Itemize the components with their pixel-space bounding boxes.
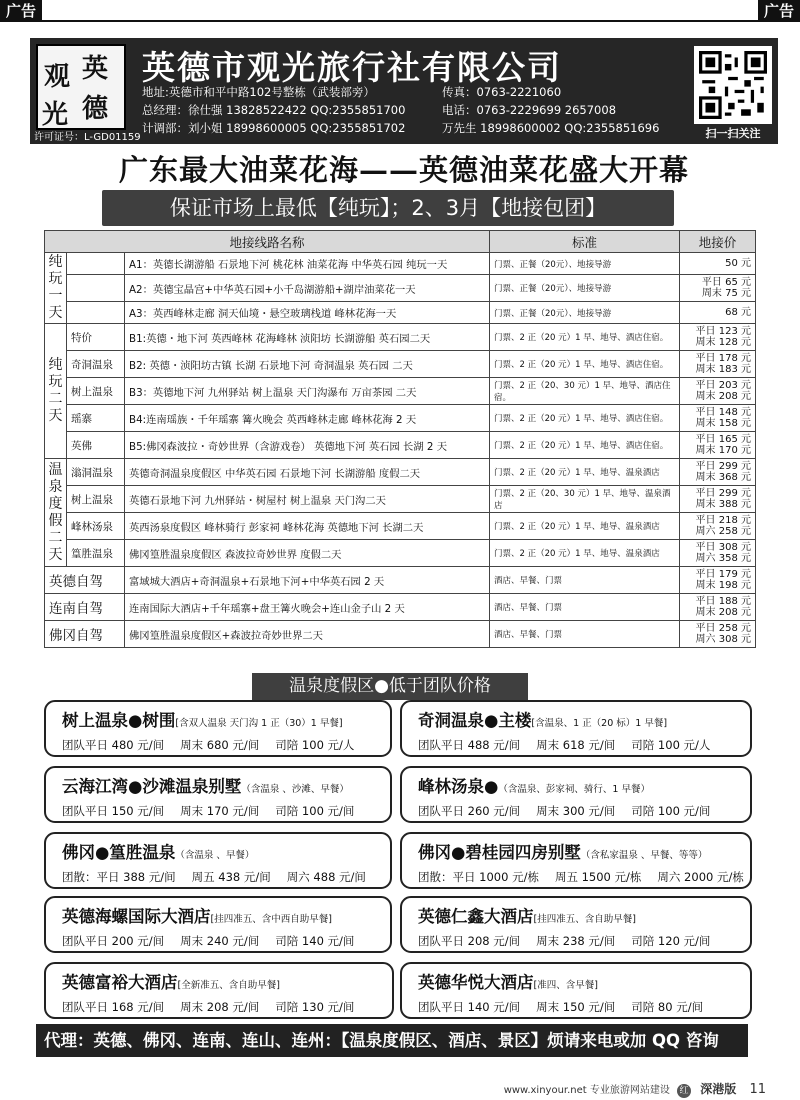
card-price: 周末 170 元/间 bbox=[180, 804, 260, 818]
card-name: 佛冈●碧桂园四房别墅 bbox=[418, 843, 581, 862]
card-price: 司陪 140 元/间 bbox=[275, 934, 355, 948]
card-price: 团队平日 480 元/间 bbox=[62, 738, 165, 752]
row-standard: 酒店、早餐、门票 bbox=[490, 621, 680, 648]
company-address: 地址:英德市和平中路102号整栋（武装部旁） bbox=[142, 85, 375, 99]
row-route: B5:佛冈森波拉・奇妙世界（含游戏卷） 英德地下河 英石园 长湖 2 天 bbox=[125, 432, 490, 459]
row-route: 英西汤泉度假区 峰林骑行 彭家祠 峰林花海 英德地下河 长湖二天 bbox=[125, 513, 490, 540]
card-prices bbox=[418, 737, 738, 753]
group-label: 纯 玩 二 天 bbox=[45, 324, 67, 459]
table-row bbox=[45, 405, 756, 432]
card-price: 周末 150 元/间 bbox=[536, 1000, 616, 1014]
card-name: 英德华悦大酒店 bbox=[418, 973, 534, 992]
row-category: 英德自驾 bbox=[45, 567, 125, 594]
card-note: [含温泉、1 正（20 标）1 早餐] bbox=[531, 718, 668, 729]
table-row bbox=[45, 275, 756, 302]
group-label: 温 泉 度 假 二 天 bbox=[45, 459, 67, 567]
card-prices bbox=[418, 933, 738, 949]
row-route: 佛冈篁胜温泉度假区 森波拉奇妙世界 度假二天 bbox=[125, 540, 490, 567]
row-price: 平日 218 元 周六 258 元 bbox=[680, 513, 756, 540]
header-route: 地接线路名称 bbox=[45, 231, 490, 253]
card-name: 英德仁鑫大酒店 bbox=[418, 907, 534, 926]
row-price: 平日 165 元 周末 170 元 bbox=[680, 432, 756, 459]
row-price: 平日 308 元 周六 358 元 bbox=[680, 540, 756, 567]
card-price: 团队平日 208 元/间 bbox=[418, 934, 521, 948]
row-standard: 门票、2 正（20 元）1 早、地导、酒店住宿。 bbox=[490, 405, 680, 432]
page-footer bbox=[504, 1080, 766, 1098]
row-price: 50 元 bbox=[680, 253, 756, 275]
card-price: 周六 488 元/间 bbox=[286, 870, 366, 884]
card-prices bbox=[62, 737, 378, 753]
company-contact-2: 万先生 18998600002 QQ:2355851696 bbox=[442, 121, 660, 135]
row-price: 平日 123 元 周末 128 元 bbox=[680, 324, 756, 351]
card-prices bbox=[418, 803, 738, 819]
card-price: 团队平日 140 元/间 bbox=[418, 1000, 521, 1014]
page-number: 11 bbox=[749, 1082, 766, 1097]
row-route: 英德石景地下河 九州驿站・树屋村 树上温泉 天门沟二天 bbox=[125, 486, 490, 513]
card-prices bbox=[62, 933, 378, 949]
table-header-row bbox=[45, 231, 756, 253]
qr-code-icon bbox=[699, 51, 767, 119]
site-url[interactable]: www.xinyour.net 专业旅游网站建设 bbox=[503, 1085, 670, 1096]
company-manager: 总经理：徐仕强 13828522422 QQ:2355851700 bbox=[142, 103, 406, 117]
card-name: 英德富裕大酒店 bbox=[62, 973, 178, 992]
card-price: 周末 240 元/间 bbox=[180, 934, 260, 948]
card-note: （含温泉 、早餐） bbox=[175, 850, 255, 861]
row-standard: 门票、2 正（20 元）1 早、地导、酒店住宿。 bbox=[490, 432, 680, 459]
row-standard: 门票、2 正（20 元）1 早、地导、温泉酒店 bbox=[490, 459, 680, 486]
card-note: （含温泉 、沙滩、早餐） bbox=[241, 784, 349, 795]
table-row bbox=[45, 253, 756, 275]
card-note: [挂四准五、含自助早餐] bbox=[533, 914, 636, 925]
row-price: 平日 188 元 周末 208 元 bbox=[680, 594, 756, 621]
hotel-card bbox=[44, 896, 392, 953]
row-category: 峰林汤泉 bbox=[67, 513, 125, 540]
hotel-card bbox=[400, 700, 752, 757]
footer-text: 代理：英德、佛冈、连南、连山、连州：【温泉度假区、酒店、景区】烦请来电或加 QQ 咨询 bbox=[44, 1031, 719, 1050]
ad-label-left: 广告 bbox=[0, 0, 42, 22]
row-category: 英佛 bbox=[67, 432, 125, 459]
card-name: 奇洞温泉●主楼 bbox=[418, 711, 532, 730]
card-name: 佛冈●篁胜温泉 bbox=[62, 843, 176, 862]
table-row bbox=[45, 351, 756, 378]
card-price: 周末 618 元/间 bbox=[536, 738, 616, 752]
logo-char-3: 光 bbox=[42, 100, 69, 130]
card-name: 云海江湾●沙滩温泉别墅 bbox=[62, 777, 242, 796]
card-prices bbox=[62, 803, 378, 819]
row-standard: 门票、正餐（20元）、地接导游 bbox=[490, 275, 680, 302]
company-name: 英德市观光旅行社有限公司 bbox=[142, 48, 562, 87]
row-standard: 门票、正餐（20元）、地接导游 bbox=[490, 253, 680, 275]
row-price: 平日 178 元 周末 183 元 bbox=[680, 351, 756, 378]
row-route: B3：英德地下河 九州驿站 树上温泉 天门沟瀑布 万亩茶园 二天 bbox=[125, 378, 490, 405]
header-price: 地接价 bbox=[680, 231, 756, 253]
table-row bbox=[45, 378, 756, 405]
hotel-card bbox=[400, 832, 752, 889]
card-title bbox=[62, 839, 378, 863]
card-price: 团散：平日 1000 元/栋 bbox=[418, 870, 539, 884]
ad-label-right: 广告 bbox=[758, 0, 800, 22]
card-price: 司陪 80 元/间 bbox=[631, 1000, 704, 1014]
license-number: 许可证号：L-GD01159 bbox=[34, 132, 141, 143]
row-route: B2: 英德・浈阳坊古镇 长湖 石景地下河 奇洞温泉 英石园 二天 bbox=[125, 351, 490, 378]
row-price: 平日 148 元 周末 158 元 bbox=[680, 405, 756, 432]
row-category: 瑶寨 bbox=[67, 405, 125, 432]
hotel-card bbox=[44, 832, 392, 889]
table-row bbox=[45, 302, 756, 324]
card-price: 团队平日 488 元/间 bbox=[418, 738, 521, 752]
header-standard: 标准 bbox=[490, 231, 680, 253]
card-price: 团队平日 168 元/间 bbox=[62, 1000, 165, 1014]
row-route: B1:英德・地下河 英西峰林 花海峰林 浈阳坊 长湖游船 英石园二天 bbox=[125, 324, 490, 351]
card-price: 司陪 130 元/间 bbox=[275, 1000, 355, 1014]
row-route: 连南国际大酒店+千年瑶寨+盘王篝火晚会+连山金子山 2 天 bbox=[125, 594, 490, 621]
card-price: 周末 208 元/间 bbox=[180, 1000, 260, 1014]
hotel-card bbox=[44, 766, 392, 823]
row-standard: 酒店、早餐、门票 bbox=[490, 594, 680, 621]
headline: 广东最大油菜花海——英德油菜花盛大开幕 bbox=[118, 153, 689, 187]
row-standard: 门票、2 正（20 元）1 早、地导、温泉酒店 bbox=[490, 540, 680, 567]
card-note: [挂四准五、含中西自助早餐] bbox=[210, 914, 332, 925]
card-price: 司陪 100 元/人 bbox=[275, 738, 355, 752]
card-note: [含双人温泉 天门沟 1 正（30）1 早餐] bbox=[175, 718, 343, 729]
row-category: 树上温泉 bbox=[67, 378, 125, 405]
card-title bbox=[418, 969, 738, 993]
card-price: 周末 300 元/间 bbox=[536, 804, 616, 818]
card-name: 英德海螺国际大酒店 bbox=[62, 907, 211, 926]
card-name: 峰林汤泉● bbox=[418, 777, 499, 796]
company-fax: 传真：0763-2221060 bbox=[442, 85, 562, 99]
qr-code[interactable] bbox=[694, 46, 772, 124]
row-standard: 门票、2 正（20、30 元）1 早、地导、温泉酒店 bbox=[490, 486, 680, 513]
row-category bbox=[67, 302, 125, 324]
row-price: 平日 65 元 周末 75 元 bbox=[680, 275, 756, 302]
card-price: 团队平日 150 元/间 bbox=[62, 804, 165, 818]
card-title bbox=[62, 707, 378, 731]
card-note: [准四、含早餐] bbox=[533, 980, 598, 991]
table-row bbox=[45, 513, 756, 540]
row-route: 英德奇洞温泉度假区 中华英石园 石景地下河 长湖游船 度假二天 bbox=[125, 459, 490, 486]
card-price: 周五 438 元/间 bbox=[191, 870, 271, 884]
table-row bbox=[45, 567, 756, 594]
card-name: 树上温泉●树围 bbox=[62, 711, 176, 730]
company-phone: 电话：0763-2229699 2657008 bbox=[442, 103, 617, 117]
row-category: 特价 bbox=[67, 324, 125, 351]
row-category: 树上温泉 bbox=[67, 486, 125, 513]
card-price: 周末 680 元/间 bbox=[180, 738, 260, 752]
card-price: 司陪 120 元/间 bbox=[631, 934, 711, 948]
card-price: 团队平日 200 元/间 bbox=[62, 934, 165, 948]
card-title bbox=[62, 903, 378, 927]
logo-char-2: 英 bbox=[82, 54, 109, 84]
card-note: [全新准五、含自助早餐] bbox=[177, 980, 280, 991]
card-price: 团队平日 260 元/间 bbox=[418, 804, 521, 818]
row-price: 平日 299 元 周末 368 元 bbox=[680, 459, 756, 486]
table-row bbox=[45, 459, 756, 486]
row-route: A3：英西峰林走廊 洞天仙境・悬空玻璃栈道 峰林花海一天 bbox=[125, 302, 490, 324]
edition-label: 深港版 bbox=[700, 1082, 737, 1096]
card-title bbox=[418, 903, 738, 927]
row-price: 平日 179 元 周末 198 元 bbox=[680, 567, 756, 594]
top-rule bbox=[40, 20, 760, 22]
card-prices bbox=[62, 869, 378, 885]
logo-char-4: 德 bbox=[82, 94, 109, 124]
hotel-card bbox=[44, 700, 392, 757]
card-price: 司陪 100 元/人 bbox=[631, 738, 711, 752]
row-route: A1：英德长湖游船 石景地下河 桃花林 油菜花海 中华英石园 纯玩一天 bbox=[125, 253, 490, 275]
card-price: 司陪 100 元/间 bbox=[275, 804, 355, 818]
row-standard: 门票、2 正（20 元）1 早、地导、温泉酒店 bbox=[490, 513, 680, 540]
row-price: 平日 258 元 周六 308 元 bbox=[680, 621, 756, 648]
row-category bbox=[67, 253, 125, 275]
card-prices bbox=[418, 999, 738, 1015]
hotel-card bbox=[400, 766, 752, 823]
row-category: 奇洞温泉 bbox=[67, 351, 125, 378]
logo-char-1: 观 bbox=[44, 62, 71, 92]
card-title bbox=[418, 773, 738, 797]
table-row bbox=[45, 594, 756, 621]
card-price: 周六 2000 元/栋 bbox=[657, 870, 744, 884]
hotel-card bbox=[400, 962, 752, 1019]
card-prices bbox=[418, 869, 744, 885]
section-title: 温泉度假区●低于团队价格 bbox=[252, 673, 528, 700]
footer-bar bbox=[36, 1024, 748, 1057]
route-table bbox=[44, 230, 756, 648]
row-price: 平日 299 元 周末 388 元 bbox=[680, 486, 756, 513]
table-row bbox=[45, 324, 756, 351]
card-title bbox=[62, 773, 378, 797]
card-note: （含温泉、彭家祠、骑行、1 早餐） bbox=[498, 784, 650, 795]
card-title bbox=[418, 839, 738, 863]
row-category bbox=[67, 275, 125, 302]
hotel-card bbox=[44, 962, 394, 1019]
card-title bbox=[418, 707, 738, 731]
row-route: A2：英德宝晶宫+中华英石园+小千岛湖游船+湖岸油菜花一天 bbox=[125, 275, 490, 302]
row-route: B4:连南瑶族・千年瑶寨 篝火晚会 英西峰林走廊 峰林花海 2 天 bbox=[125, 405, 490, 432]
card-price: 周末 238 元/间 bbox=[536, 934, 616, 948]
row-category: 滃洞温泉 bbox=[67, 459, 125, 486]
row-standard: 门票、正餐（20元）、地接导游 bbox=[490, 302, 680, 324]
table-row bbox=[45, 540, 756, 567]
row-standard: 门票、2 正（20 元）1 早、地导、酒店住宿。 bbox=[490, 351, 680, 378]
table-row bbox=[45, 432, 756, 459]
card-price: 团散：平日 388 元/间 bbox=[62, 870, 176, 884]
company-logo bbox=[36, 44, 126, 130]
row-category: 篁胜温泉 bbox=[67, 540, 125, 567]
hotel-card bbox=[400, 896, 752, 953]
row-standard: 酒店、早餐、门票 bbox=[490, 567, 680, 594]
table-row bbox=[45, 621, 756, 648]
row-standard: 门票、2 正（20、30 元）1 早、地导、酒店住宿。 bbox=[490, 378, 680, 405]
company-planning: 计调部：刘小姐 18998600005 QQ:2355851702 bbox=[142, 121, 406, 135]
card-price: 司陪 100 元/间 bbox=[631, 804, 711, 818]
row-standard: 门票、2 正（20 元）1 早、地导、酒店住宿。 bbox=[490, 324, 680, 351]
row-route: 佛冈篁胜温泉度假区+森波拉奇妙世界二天 bbox=[125, 621, 490, 648]
table-row bbox=[45, 486, 756, 513]
card-prices bbox=[62, 999, 380, 1015]
card-price: 周五 1500 元/栋 bbox=[554, 870, 642, 884]
badge-icon: 红 bbox=[677, 1084, 691, 1098]
promo-banner: 保证市场上最低【纯玩】；2、3月【地接包团】 bbox=[102, 190, 674, 226]
row-route: 富域城大酒店+奇洞温泉+石景地下河+中华英石园 2 天 bbox=[125, 567, 490, 594]
row-category: 连南自驾 bbox=[45, 594, 125, 621]
row-price: 平日 203 元 周末 208 元 bbox=[680, 378, 756, 405]
card-title bbox=[62, 969, 380, 993]
row-price: 68 元 bbox=[680, 302, 756, 324]
card-note: （含私家温泉 、早餐、等等） bbox=[580, 850, 708, 861]
company-header bbox=[30, 38, 778, 144]
qr-caption: 扫一扫关注 bbox=[705, 127, 761, 140]
row-category: 佛冈自驾 bbox=[45, 621, 125, 648]
group-label: 纯 玩 一 天 bbox=[45, 253, 67, 324]
